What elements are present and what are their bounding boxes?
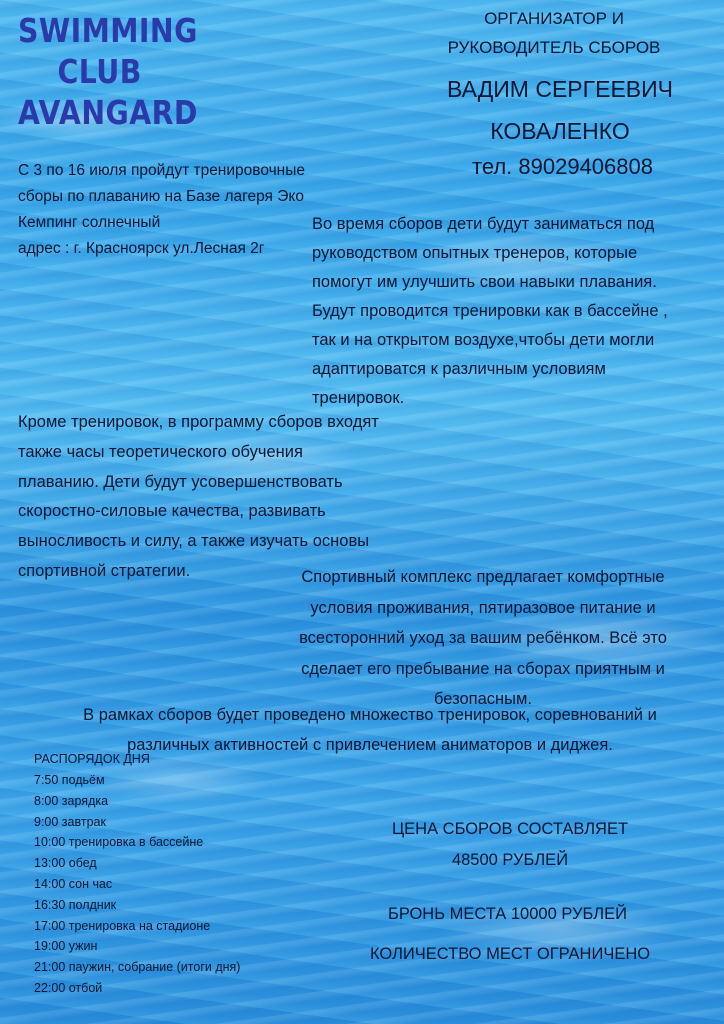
booking-fee: БРОНЬ МЕСТА 10000 РУБЛЕЙ (388, 905, 627, 923)
price-block (380, 814, 640, 876)
organizer-name-line-1: ВАДИМ СЕРГЕЕВИЧ (447, 76, 673, 102)
logo-line-3: AVANGARD (18, 93, 198, 132)
complex-line: сделает его пребывание на сборах приятным и (301, 659, 665, 678)
activities-line: В рамках сборов будет проведено множество тренировок, соревнований и (83, 706, 657, 724)
coaches-line: адаптироватся к различным условиям (312, 360, 606, 378)
organizer-phone: тел. 89029406808 (472, 154, 653, 179)
coaches-line: руководством опытных тренеров, которые (312, 244, 638, 262)
intro-line: С 3 по 16 июля пройдут тренировочные (18, 162, 306, 179)
schedule-title: РАСПОРЯДОК ДНЯ (34, 752, 150, 766)
coaches-line: Будут проводится тренировки как в бассейне , (312, 302, 668, 320)
schedule-item: 22:00 отбой (34, 980, 103, 995)
schedule-item: 14:00 сон час (34, 876, 113, 891)
complex-line: Спортивный комплекс предлагает комфортные (301, 568, 665, 586)
schedule-item: 8:00 зарядка (34, 793, 109, 808)
coaches-line: Во время сборов дети будут заниматься под (312, 215, 655, 233)
complex-line: безопасным. (434, 690, 532, 708)
schedule-item: 16:30 полдник (34, 897, 117, 912)
schedule-item: 9:00 завтрак (34, 814, 106, 829)
club-logo (18, 10, 198, 133)
organizer-line-2: РУКОВОДИТЕЛЬ СБОРОВ (447, 38, 661, 57)
coaches-paragraph (312, 210, 720, 413)
coaches-line: тренировок. (312, 389, 405, 407)
program-line: также часы теоретического обучения (18, 442, 303, 461)
program-line: Кроме тренировок, в программу сборов входят (18, 413, 379, 431)
schedule-item: 13:00 обед (34, 856, 97, 871)
intro-line: адрес : г. Красноярск ул.Лесная 2г (18, 240, 265, 257)
organizer-name-line-2: КОВАЛЕНКО (490, 118, 630, 144)
program-line: выносливость и силу, а также изучать основы (18, 532, 370, 551)
intro-line: Кемпинг солнечный (18, 214, 161, 231)
intro-line: сборы по плаванию на Базе лагеря Эко (18, 188, 304, 205)
schedule-item: 17:00 тренировка на стадионе (34, 918, 211, 933)
organizer-name (420, 68, 700, 152)
schedule-item: 19:00 ужин (34, 939, 98, 954)
program-paragraph (18, 408, 448, 587)
organizer-line-1: ОРГАНИЗАТОР И (484, 9, 624, 28)
intro-paragraph (18, 158, 348, 262)
coaches-line: помогут им улучшить свои навыки плавания. (312, 273, 657, 291)
logo-line-1: SWIMMING (18, 11, 198, 50)
schedule-list (34, 770, 240, 999)
program-line: плаванию. Дети будут усовершенствовать (18, 472, 343, 491)
schedule-item: 10:00 тренировка в бассейне (34, 835, 204, 850)
activities-line: различных активностей с привлечением аниматоров и диджея. (127, 736, 613, 754)
complex-paragraph (268, 562, 698, 715)
complex-line: всесторонний уход за вашим ребёнком. Всё это (299, 629, 667, 647)
schedule-item: 21:00 паужин, собрание (итоги дня) (34, 960, 241, 975)
price-value: 48500 РУБЛЕЙ (451, 851, 569, 869)
organizer-heading (424, 4, 684, 62)
program-line: скоростно-силовые качества, развивать (18, 502, 326, 521)
schedule-item: 7:50 подьём (34, 773, 105, 787)
program-line: спортивной стратегии. (18, 561, 191, 580)
limited-places-note: КОЛИЧЕСТВО МЕСТ ОГРАНИЧЕНО (370, 945, 651, 963)
complex-line: условия проживания, пятиразовое питание и (310, 598, 656, 617)
price-label: ЦЕНА СБОРОВ СОСТАВЛЯЕТ (391, 820, 629, 838)
coaches-line: так и на открытом воздухе,чтобы дети могли (312, 331, 655, 349)
logo-line-2: CLUB (57, 52, 142, 91)
